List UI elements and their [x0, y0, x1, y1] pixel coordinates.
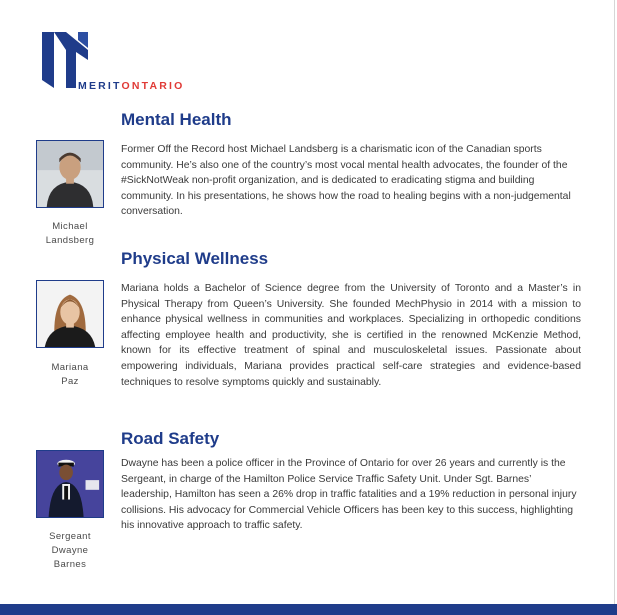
speaker-photo-mariana-paz [36, 280, 104, 348]
section-body: Former Off the Record host Michael Landsberg is a charismatic icon of the Canadian sports community. He’s also one of the country’s most vocal mental health advocates, the founder of the #SickNotWeak non-profit organization, and is dedicated to eradicating stigma and building community. In his presentations, he shows how the road to healing begins with a non-judgemental conversation. [121, 144, 571, 218]
footer-bar [0, 604, 617, 615]
section-title: Mental Health [121, 110, 232, 129]
caption-line: Michael [52, 221, 88, 232]
speaker-photo-dwayne-barnes [36, 450, 104, 518]
logo-word-merit: MERIT [78, 80, 122, 92]
logo-wordmark [78, 80, 185, 92]
section-body: Dwayne has been a police officer in the Province of Ontario for over 26 years and currently is the Sergeant, in charge of the Hamilton Police Service Traffic Safety Unit. Under Sgt. Barnes’ leadership, Hamilton has seen a 26% drop in traffic fatalities and a 19% reduction in personal injury collisions. His advocacy for Commercial Vehicle Officers has been key to this success, highlighting his innovative approach to traffic safety. [121, 458, 577, 532]
caption-line: Paz [61, 376, 79, 387]
caption-line: Mariana [51, 362, 89, 373]
caption-line: Landsberg [45, 235, 95, 246]
page-edge-rule [614, 0, 615, 604]
speaker-caption [30, 530, 110, 572]
speaker-caption [30, 220, 110, 248]
caption-line: Dwayne [51, 545, 89, 556]
logo-word-ontario: ONTARIO [121, 80, 185, 92]
section-title: Physical Wellness [121, 249, 269, 268]
section-body: Mariana holds a Bachelor of Science degree from the University of Toronto and a Master’s in Physical Therapy from Queen’s University. She founded MechPhysio in 2014 with a mission to enhance physical wellness in communities and workplaces. Specializing in orthopedic conditions affecting employee health and productivity, she is certified in the renowned McKenzie Method, known for its effective treatment of spinal and musculoskeletal issues. Passionate about empowering individuals, Mariana provides practical self-care strategies and evidence-based techniques to resolve symptoms quickly and sustainably. [121, 283, 581, 388]
caption-line: Sergeant [49, 531, 91, 542]
speaker-caption [30, 361, 110, 389]
caption-line: Barnes [53, 559, 87, 570]
section-title: Road Safety [121, 429, 220, 448]
speaker-photo-michael-landsberg [36, 140, 104, 208]
